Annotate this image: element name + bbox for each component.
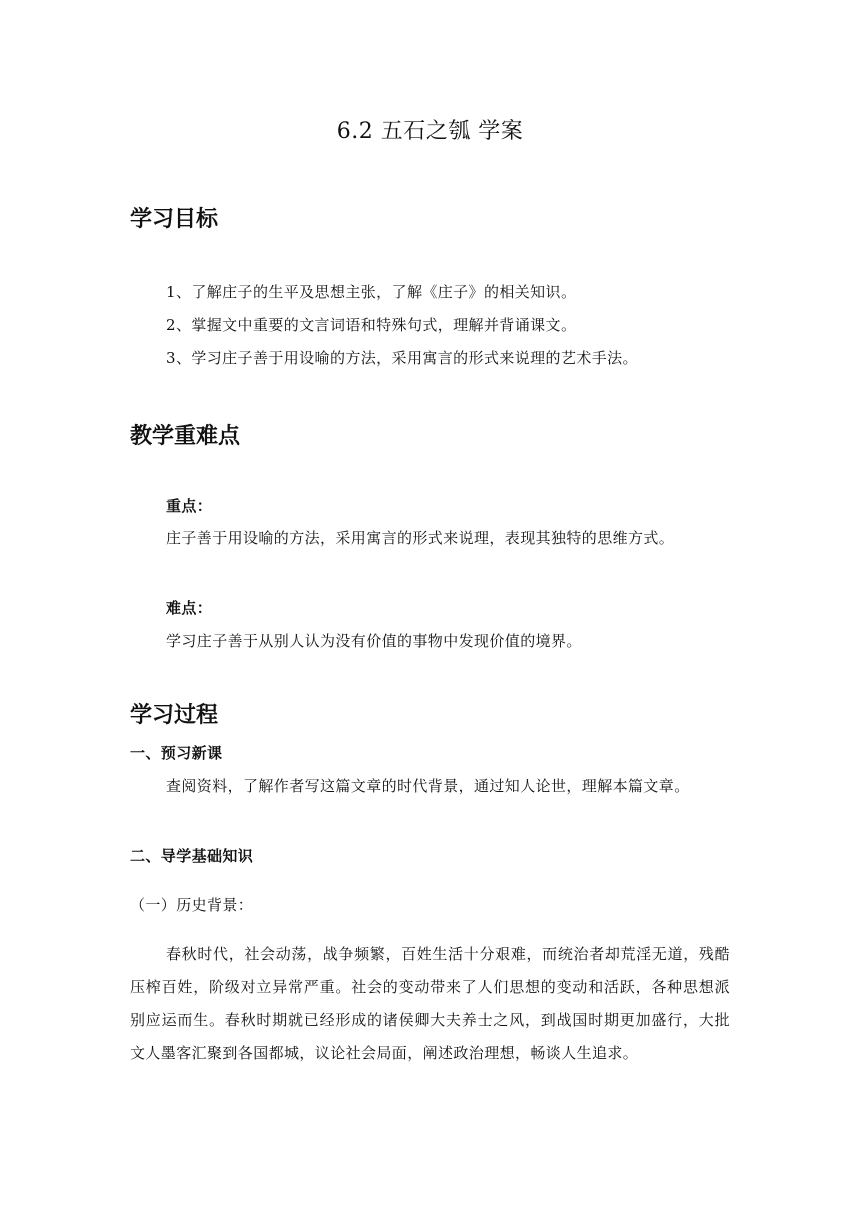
document-title: 6.2 五石之瓠 学案: [336, 119, 524, 144]
objective-item-3: 3、学习庄子善于用设喻的方法，采用寓言的形式来说理的艺术手法。: [166, 349, 638, 367]
key-label: 重点：: [166, 497, 213, 515]
objective-item-2: 2、掌握文中重要的文言词语和特殊句式，理解并背诵课文。: [166, 316, 577, 334]
key-text: 庄子善于用设喻的方法，采用寓言的形式来说理，表现其独特的思维方式。: [166, 529, 675, 547]
difficult-label: 难点：: [166, 599, 213, 617]
objective-item-1: 1、了解庄子的生平及思想主张，了解《庄子》的相关知识。: [166, 283, 577, 301]
part2-title: 二、导学基础知识: [130, 847, 254, 865]
sub1-title: （一）历史背景：: [130, 896, 254, 914]
part1-title: 一、预习新课: [130, 744, 223, 762]
heading-process: 学习过程: [130, 703, 219, 728]
heading-objectives: 学习目标: [130, 207, 219, 232]
sub1-paragraph: 春秋时代，社会动荡，战争频繁，百姓生活十分艰难，而统治者却荒淫无道，残酷压榨百姓，阶级对立异常严重。社会的变动带来了人们思想的变动和活跃，各种思想派别应运而生。春秋时期就已经形成的诸侯卿大夫养士之风，到战国时期更加盛行，大批文人墨客汇聚到各国都城，议论社会局面，阐述政治理想，畅谈人生追求。: [130, 945, 730, 1062]
difficult-text: 学习庄子善于从别人认为没有价值的事物中发现价值的境界。: [166, 632, 582, 650]
part1-text: 查阅资料，了解作者写这篇文章的时代背景，通过知人论世，理解本篇文章。: [166, 777, 690, 795]
heading-key-points: 教学重难点: [130, 424, 241, 449]
